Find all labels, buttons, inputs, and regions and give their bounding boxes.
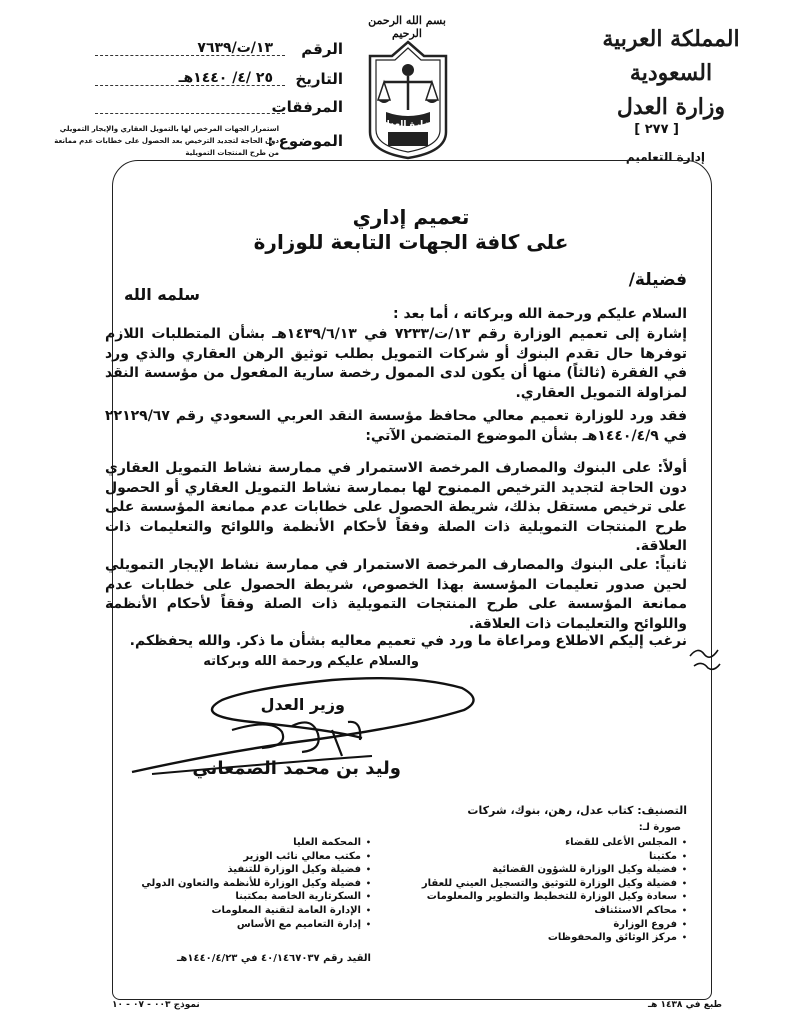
date-row	[43, 70, 343, 90]
subject-text: استمرار الجهات المرخص لها بالتمويل العقاري والإيجار التمويلي دون الحاجة لتجديد الترخيص بعد الحصول على خطابات عدم ممانعة من طرح المنتجات التمويلية	[54, 125, 279, 157]
paragraph-second-point: ثانياً: على البنوك والمصارف المرخصة الاستمرار في ممارسة نشاط الإيجار التمويلي لحين صدور تعليمات المؤسسة بهذا الخصوص، شريطة الحصول على خطابات عدم ممانعة المؤسسة على طرح المنتجات التمويلية ذات الصلة وفقاً لأحكام الأنظمة واللوائح والتعليمات ذات العلاقة.	[105, 557, 687, 632]
list-item: • فضيلة وكيل الوزارة للشؤون القضائية	[387, 863, 687, 877]
copy-to-label: صورة لـ:	[638, 822, 681, 833]
list-item: • إدارة التعاميم مع الأساس	[121, 918, 371, 932]
list-item: • مكتبنا	[387, 850, 687, 864]
distribution-list-left	[121, 836, 371, 931]
closing-line: نرغب إليكم الاطلاع ومراعاة ما ورد في تعميم معاليه بشأن ما ذكر. والله يحفظكم.	[129, 633, 687, 649]
list-item: • مكتب معالي نائب الوزير	[121, 850, 371, 864]
basmala: بسم الله الرحمن الرحيم	[368, 14, 446, 40]
number-row	[43, 40, 343, 60]
department-name: إدارة التعاميم	[625, 150, 705, 164]
minister-title: وزير العدل	[260, 695, 345, 714]
document-title: تعميم إداري	[352, 205, 470, 229]
minister-name: وليد بن محمد الصمعاني	[192, 758, 401, 779]
addressee: فضيلة/	[628, 270, 687, 290]
attachments-label: المرفقات	[271, 98, 343, 116]
list-item: • المجلس الأعلى للقضاء	[387, 836, 687, 850]
handwritten-initials-icon	[684, 638, 724, 678]
print-year: طبع في ١٤٣٨ هـ	[648, 1000, 723, 1010]
attachments-row	[43, 98, 343, 118]
date-label: التاريخ	[295, 70, 343, 88]
list-item: • فضيلة وكيل الوزارة للتوثيق والتسجيل العيني للعقار	[387, 877, 687, 891]
attachments-line	[95, 113, 285, 114]
list-item: • فضيلة وكيل الوزارة للأنظمة والتعاون الدولي	[121, 877, 371, 891]
document-subtitle: على كافة الجهات التابعة للوزارة	[253, 230, 569, 254]
list-item: • المحكمة العليا	[121, 836, 371, 850]
kingdom-name: المملكة العربية السعودية	[602, 26, 740, 86]
circular-number: [ ٢٧٧ ]	[634, 122, 679, 137]
regards-line: والسلام عليكم ورحمة الله وبركاته	[203, 654, 419, 669]
list-item: • محاكم الاستئناف	[387, 904, 687, 918]
list-item: • السكرتارية الخاصة بمكتبنا	[121, 890, 371, 904]
number-value: ١٣/ت/٧٦٣٩	[197, 40, 273, 56]
ministry-name: وزارة العدل	[616, 94, 726, 120]
salutation: السلام عليكم ورحمة الله وبركاته ، أما بعد :	[393, 306, 687, 322]
distribution-list-right	[387, 836, 687, 945]
list-item: • فضيلة وكيل الوزارة للتنفيذ	[121, 863, 371, 877]
ministry-letterhead	[581, 22, 761, 124]
paragraph-reference: إشارة إلى تعميم الوزارة رقم ١٣/ت/٧٢٣٣ في ١٤٣٩/٦/١٣هـ بشأن المتطلبات اللازم توفرها حال تقدم البنوك أو شركات التمويل بطلب توثيق الرهن العقاري والذي ورد في الفقرة (ثالثاً) منها أن يكون لدى الممول رخصة سارية المفعول من مؤسسة النقد لمزاولة التمويل العقاري.	[105, 326, 687, 401]
emblem-caption: وزارة العدل	[381, 120, 435, 130]
number-label: الرقم	[301, 40, 343, 58]
list-item: • سعادة وكيل الوزارة للتخطيط والتطوير والمعلومات	[387, 890, 687, 904]
form-number: نموذج ٠٠٣ - ٠٧ - ١٠	[112, 1000, 200, 1010]
paragraph-governor-circular: فقد ورد للوزارة تعميم معالي محافظ مؤسسة النقد العربي السعودي رقم ٢٢١٢٩/٦٧ في ١٤٤٠/٤/٩هـ بشأن الموضوع المتضمن الآتي:	[105, 408, 687, 444]
registration-reference: القيد رقم ٤٠/١٤٦٧٠٣٧ في ١٤٤٠/٤/٢٣هـ	[177, 953, 371, 964]
date-value: ٢٥ /٤/ ١٤٤٠هـ	[178, 70, 273, 86]
ministry-emblem-icon	[358, 12, 458, 160]
list-item: • فروع الوزارة	[387, 918, 687, 932]
list-item: • مركز الوثائق والمحفوظات	[387, 931, 687, 945]
classification: التصنيف: كتاب عدل، رهن، بنوك، شركات	[467, 804, 687, 817]
list-item: • الإدارة العامة لتقنية المعلومات	[121, 904, 371, 918]
paragraph-first-point: أولاً: على البنوك والمصارف المرخصة الاستمرار في ممارسة نشاط التمويل العقاري دون الحاجة لتجديد الترخيص الممنوح لها بممارسة نشاط التمويل العقاري أو الحصول على ترخيص مستقل بذلك، شريطة الحصول على خطابات عدم ممانعة المؤسسة على طرح المنتجات التمويلية ذات الصلة وفقاً لأحكام الأنظمة واللوائح والتعليمات ذات العلاقة.	[105, 460, 687, 554]
subject-label: الموضوع :	[267, 132, 343, 150]
addressee-blessing: سلمه الله	[124, 285, 200, 304]
